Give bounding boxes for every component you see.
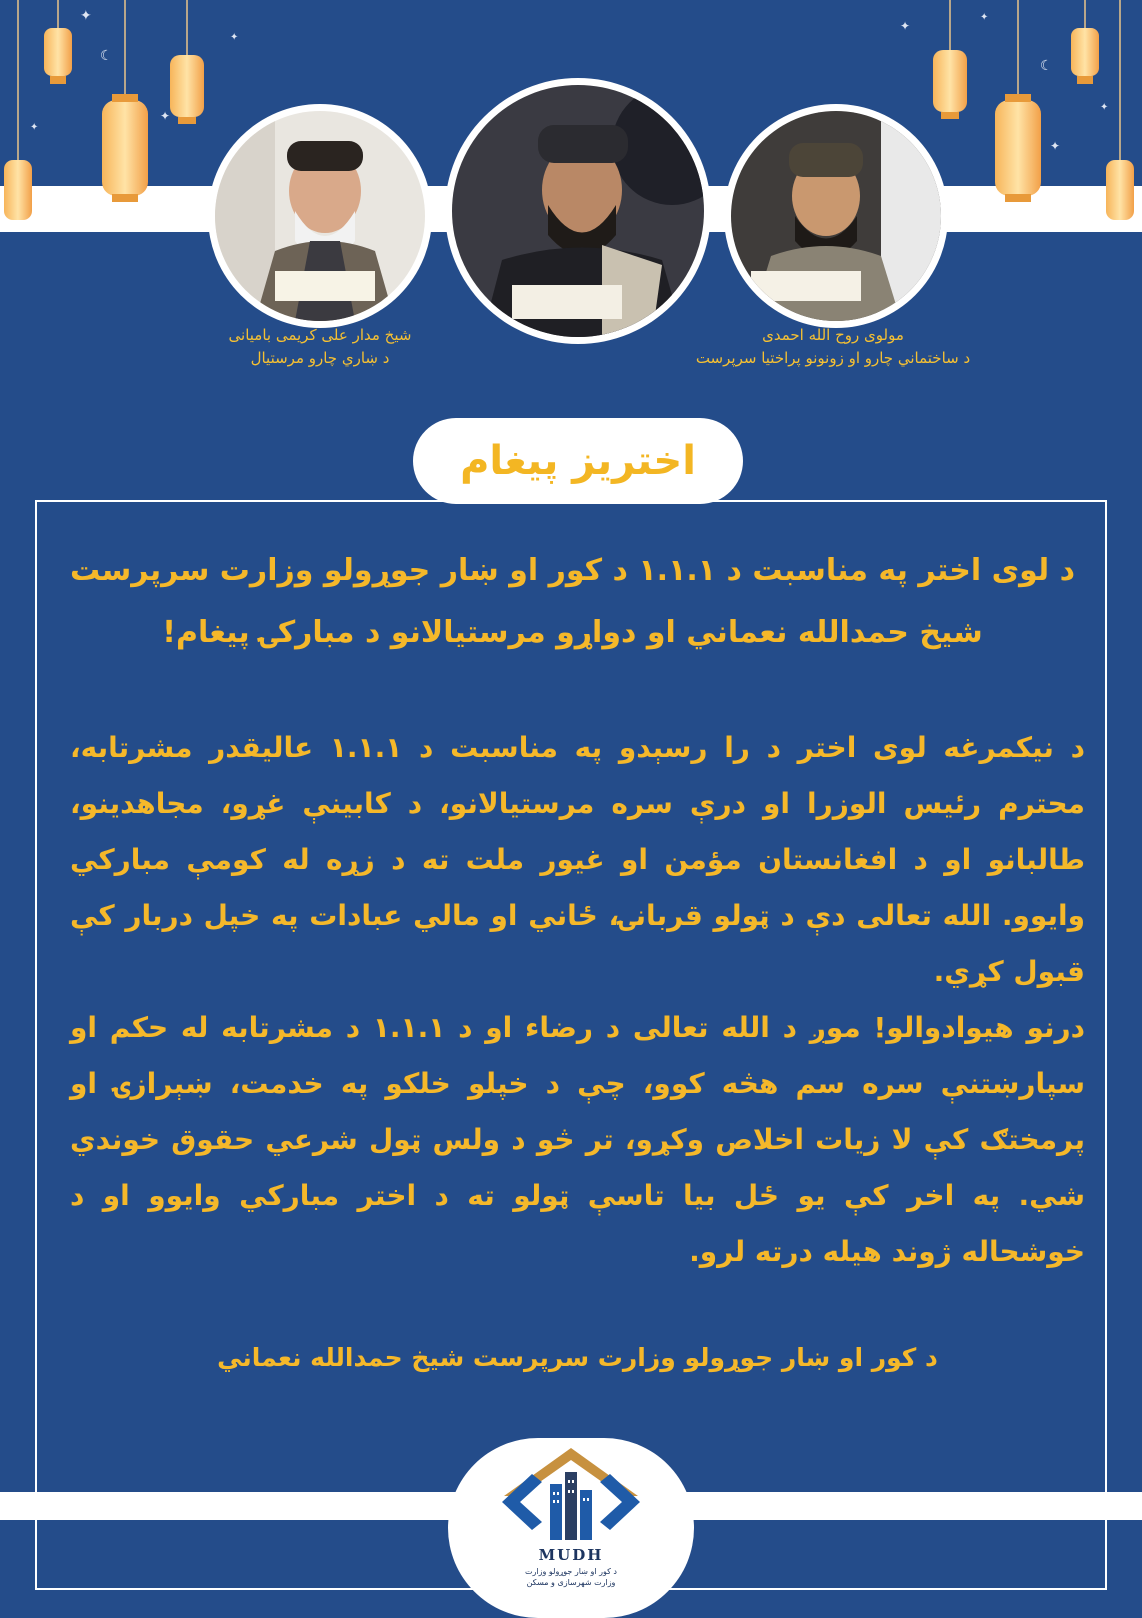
logo-subtitle-dari: وزارت شهرسازی و مسکن	[526, 1578, 616, 1587]
body-paragraph-2: درنو هیوادوالو! موږ د الله تعالی د رضاء او د ۱.۱.۱ د مشرتابه له حکم او سپارښتنې سره سم هڅه کوو، چې د خپلو خلکو په خدمت، ښېرازۍ او پرمختګ کې لا زیات اخلاص وکړو، تر څو د ولس ټول شرعي حقوق خوندي شي. په اخر کې یو ځل بیا تاسې ټولو ته د اختر مبارکي وایوو او د خوشحاله ژوند هیله درته لرو.	[70, 1011, 1085, 1268]
headline-line-2: شیخ حمدالله نعماني او دواړو مرستیالانو د مبارکۍ پیغام!	[162, 615, 983, 650]
lantern-icon	[44, 28, 72, 84]
logo-subtitle-pashto: د کور او ښار جوړولو وزارت	[524, 1567, 617, 1576]
message-body	[70, 720, 1085, 1280]
headline-line-1: د لوی اختر په مناسبت د ۱.۱.۱ د کور او ښار جوړولو وزارت سرپرست	[69, 553, 1075, 588]
avatar	[215, 111, 425, 321]
official-title: د ښاري چارو مرستیال	[250, 349, 390, 367]
portrait-deputy-construction	[724, 104, 948, 328]
svg-text:✦: ✦	[80, 8, 92, 24]
svg-text:☾: ☾	[1040, 58, 1053, 74]
svg-text:☾: ☾	[100, 48, 113, 64]
ministry-logo-icon	[498, 1444, 644, 1548]
badge-title: اختریز پیغام	[460, 438, 696, 484]
logo-abbreviation: MUDH	[538, 1546, 604, 1564]
official-title: د ساختماني چارو او زونونو پراختیا سرپرست	[695, 349, 971, 367]
portrait-acting-minister	[445, 78, 711, 344]
svg-text:✦: ✦	[160, 109, 171, 123]
caption-deputy-urban	[155, 324, 485, 370]
headline	[50, 540, 1095, 664]
svg-text:✦: ✦	[1050, 139, 1061, 153]
official-name: شیخ مدار علی کریمی بامیانی	[228, 326, 412, 344]
svg-text:✦: ✦	[980, 12, 989, 23]
portrait-deputy-urban	[208, 104, 432, 328]
logo-subtitle	[448, 1566, 694, 1588]
ministry-logo	[448, 1438, 694, 1618]
avatar	[731, 111, 941, 321]
body-paragraph-1: د نیکمرغه لوی اختر د را رسېدو په مناسبت د ۱.۱.۱ عالیقدر مشرتابه، محترم رئیس الوزرا او درې سره مرستیالانو، د کابینې غړو، مجاهدینو، طالبانو او د افغانستان مؤمن او غیور ملت ته د زړه له کومې مبارکي وایوو. الله تعالی دې د ټولو قربانۍ، ځاني او مالي عبادات په خپل دربار کې قبول کړي.	[70, 731, 1085, 988]
caption-deputy-construction	[668, 324, 998, 370]
svg-text:✦: ✦	[230, 32, 239, 43]
signature: د کور او ښار جوړولو وزارت سرپرست شیخ حمدالله نعماني	[217, 1343, 938, 1372]
avatar	[452, 85, 704, 337]
svg-text:✦: ✦	[1100, 102, 1109, 113]
svg-text:✦: ✦	[900, 19, 911, 33]
official-name: مولوی روح الله احمدی	[762, 326, 904, 344]
message-badge	[413, 418, 743, 504]
svg-text:✦: ✦	[30, 122, 39, 133]
